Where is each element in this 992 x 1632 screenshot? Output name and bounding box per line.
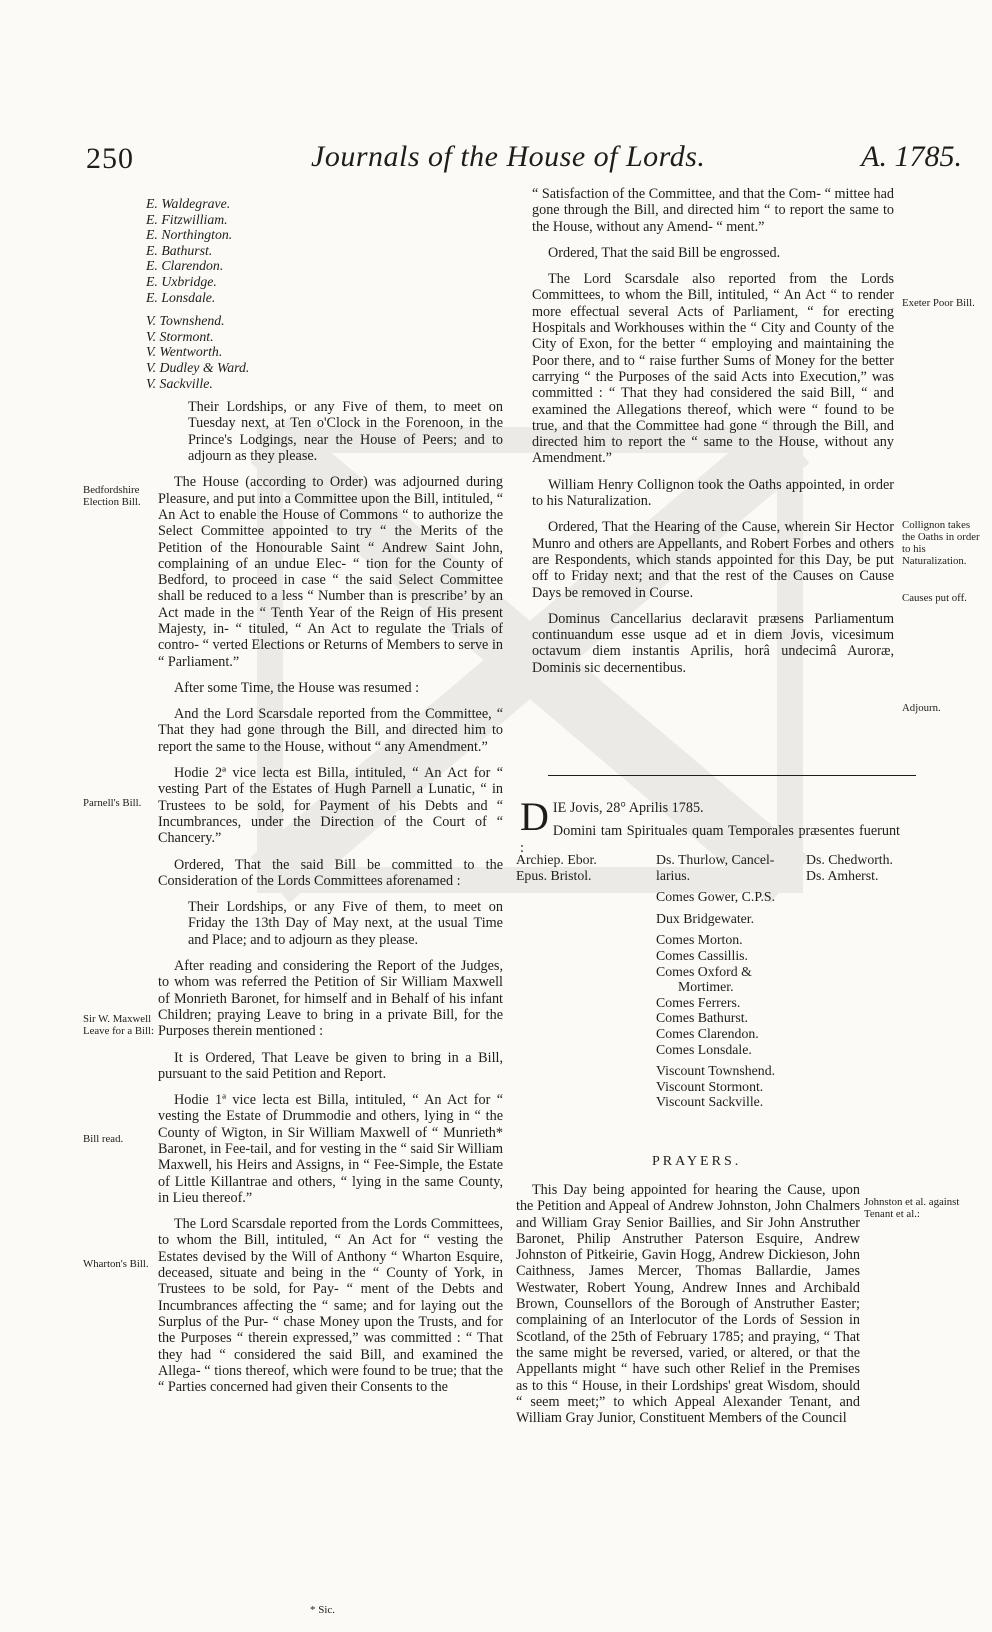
margin-note-maxwell: Sir W. Maxwell Leave for a Bill: — [83, 1013, 155, 1037]
list-item: E. Clarendon. — [146, 258, 224, 274]
prayers-heading: PRAYERS. — [652, 1154, 742, 1169]
temporal-lords — [656, 852, 806, 1110]
list-item: larius. — [656, 867, 691, 883]
margin-note-adjourn: Adjourn. — [902, 702, 941, 714]
johnston-paragraph: This Day being appointed for hearing the Cause, upon the Petition and Appeal of Andrew Johnston, John Chalmers and William Gray Senior Baillies, and Sir John Anstruther Baronet, Philip Anstruther Paterson Esquire, Andrew Johnston of Pitkeirie, Gavin Hogg, Andrew Dickieson, John Caithness, James Mercer, Thomas Ballardie, James Westwater, Robert Young, Andrew Innes and Archibald Brown, Counsellors of the Borough of Anstruther Easter; complaining of an Interlocutor of the Lords of Session in Scotland, of the 25th of February 1785; and praying, “ That the same might be reversed, varied, or altered, or that the Appellants might “ have such other Relief in the Premises as to this “ House, in their Lordships' great Wisdom, should “ seem meet;” to which Appeal Alexander Tenant, and William Gray Junior, Constituent Members of the Council — [516, 1182, 860, 1427]
maxwell-paragraph: After reading and considering the Report of the Judges, to whom was referred the Petition of Sir William Maxwell of Monrieth Baronet, for himself and in Behalf of his infant Children; praying Leave to bring in a private Bill, for the Purposes therein mentioned : — [158, 958, 503, 1040]
continued-paragraph: “ Satisfaction of the Committee, and that the Com- “ mittee had gone through the Bill, and directed him “ to report the same to the House, without any Amend- “ ment.” — [532, 186, 894, 235]
causes-paragraph: Ordered, That the Hearing of the Cause, wherein Sir Hector Munro and others are Appellants, and Robert Forbes and others are Respondents, which stands appointed for this Day, be put off to Friday next; and that the rest of the Causes on Cause Days be removed in Course. — [532, 519, 894, 601]
margin-note-exeter: Exeter Poor Bill. — [902, 297, 975, 309]
list-item: E. Waldegrave. — [146, 196, 231, 211]
list-item: V. Dudley & Ward. — [146, 359, 250, 375]
resumed-paragraph: After some Time, the House was resumed : — [174, 679, 420, 696]
page-year: A. 1785. — [861, 140, 962, 173]
exeter-paragraph: The Lord Scarsdale also reported from the Lords Committees, to whom the Bill, intituled, “ An Act “ to render more effectual several Acts of Parliament, “ for erecting Hospitals and Workhouses within the “ City and County of the City of Exon, for the better “ employing and maintaining the Poor there, and to “ raise further Sums of Money for the better carrying “ the Purposes of the said Acts into Execution,” was committed : “ That they had considered the said Bill, “ and examined the Allegations thereof, which were “ found to be true, and that the Committee had gone “ through the Bill, and directed him to report the “ same to the House, without any Amendment.” — [532, 271, 894, 467]
list-item: V. Wentworth. — [146, 344, 223, 360]
list-item: Viscount Stormont. — [656, 1078, 764, 1094]
section-divider — [548, 775, 916, 776]
day-heading-text: IE Jovis, 28° Aprilis 1785. — [552, 800, 704, 816]
earls-list — [146, 196, 503, 305]
list-item: V. Sackville. — [146, 375, 213, 391]
list-item: Epus. Bristol. — [516, 867, 592, 883]
list-item: Comes Ferrers. — [656, 994, 741, 1010]
list-item: Ds. Chedworth. — [806, 852, 893, 867]
list-item: Comes Oxford & — [656, 963, 752, 979]
margin-note-bill-read: Bill read. — [83, 1133, 124, 1145]
list-item: Viscount Townshend. — [656, 1063, 776, 1079]
page-header — [86, 138, 970, 182]
list-item: Viscount Sackville. — [656, 1094, 764, 1110]
list-item: Mortimer. — [678, 979, 734, 995]
wharton-paragraph: The Lord Scarsdale reported from the Lords Committees, to whom the Bill, intituled, “ An Act for “ vesting the Estates devised by the Will of Anthony “ Wharton Esquire, deceased, situate and being in the “ County of York, in Trustees to be sold, for Pay- “ ment of the Debts and Incumbrances affecting the “ same; and for laying out the Surplus of the Pur- “ chase Money upon the Trusts, and for the Purposes “ therein expressed,” was committed : “ That they had “ considered the said Bill, and examined the Allega- “ tions thereof, which were found to be true; that the “ Parties concerned had given their Consents to the — [158, 1216, 503, 1396]
scarsdale-report: And the Lord Scarsdale reported from the Committee, “ That they had gone through the Bill, and directed him to report the same to the House, without “ any Amendment.” — [158, 706, 503, 755]
present-text: Domini tam Spirituales quam Temporales præsentes fuerunt : — [520, 823, 900, 856]
spiritual-lords — [516, 852, 646, 883]
page-number: 250 — [86, 142, 134, 175]
list-item: E. Uxbridge. — [146, 273, 217, 289]
footnote: * Sic. — [310, 1604, 336, 1616]
margin-note-collignon: Collignon takes the Oaths in order to his Naturalization. — [902, 519, 980, 567]
bill-read-paragraph: Hodie 1ª vice lecta est Billa, intituled, “ An Act for “ vesting the Estate of Drummodie and others, lying in “ the County of Wigton, in Sir William Maxwell of “ Munrieth* Baronet, in Fee-tail, and for vesting in the “ said Sir William Maxwell, his Heirs and Assigns, in “ Fee-Simple, the Estate of Little Killantrae and others, “ lying in the same County, in Lieu thereof.” — [158, 1092, 503, 1206]
list-item: Comes Bathurst. — [656, 1010, 748, 1026]
margin-note-wharton: Wharton's Bill. — [83, 1258, 149, 1270]
list-item: Comes Morton. — [656, 932, 743, 948]
margin-note-causes: Causes put off. — [902, 592, 967, 604]
list-item: Ds. Thurlow, Cancel- — [656, 852, 775, 867]
adjourn-paragraph: Dominus Cancellarius declaravit præsens Parliamentum continuandum esse usque ad et in diem Jovis, vicesimum octavum diem instantis Aprilis, horâ undecimâ Auroræ, Dominis sic decernentibus. — [532, 610, 894, 676]
collignon-paragraph: William Henry Collignon took the Oaths appointed, in order to his Naturalization. — [532, 476, 894, 510]
parnell-ordered: Ordered, That the said Bill be committed to the Consideration of the Lords Committees aforenamed : — [158, 856, 503, 889]
johnston-block — [516, 1182, 860, 1436]
list-item: E. Lonsdale. — [146, 289, 216, 305]
margin-note-johnston: Johnston et al. against Tenant et al.: — [864, 1196, 960, 1220]
list-item: Comes Cassillis. — [656, 947, 748, 963]
list-item: E. Bathurst. — [146, 242, 213, 258]
meet-paragraph: Their Lordships, or any Five of them, to meet on Tuesday next, at Ten o'Clock in the Forenoon, in the Prince's Lodgings, near the House of Peers; and to adjourn as they please. — [188, 399, 503, 465]
drop-cap-letter: D — [520, 794, 549, 839]
list-item: E. Fitzwilliam. — [146, 211, 228, 227]
list-item: V. Townshend. — [146, 313, 225, 329]
list-item: Comes Lonsdale. — [656, 1041, 752, 1057]
margin-note-parnell: Parnell's Bill. — [83, 797, 142, 809]
list-item: V. Stormont. — [146, 328, 214, 344]
engrossed-paragraph: Ordered, That the said Bill be engrossed. — [548, 244, 781, 261]
margin-note-bedford: Bedfordshire Election Bill. — [83, 484, 141, 508]
list-item: Comes Clarendon. — [656, 1025, 759, 1041]
viscounts-list — [146, 313, 503, 391]
list-item: Ds. Amherst. — [806, 867, 879, 883]
parnell-meet: Their Lordships, or any Five of them, to meet on Friday the 13th Day of May next, at the usual Time and Place; and to adjourn as they please. — [188, 899, 503, 948]
temporal-lords-right — [806, 852, 916, 883]
parnell-paragraph: Hodie 2ª vice lecta est Billa, intituled, “ An Act for “ vesting Part of the Estates of Hugh Parnell a Lunatic, “ in Trustees to be sold, for Payment of his Debts and “ Incumbrances, under the Direction of the Court of “ Chancery.” — [158, 765, 503, 847]
left-column — [146, 196, 503, 1405]
day-heading — [520, 794, 900, 857]
page-title: Journals of the House of Lords. — [311, 140, 706, 173]
bedford-paragraph: The House (according to Order) was adjourned during Pleasure, and put into a Committee upon the Bill, intituled, “ An Act to enable the House of Commons “ to authorize the Select Committee appointed to try “ the Merits of the Petition of the Honourable Saint “ Andrew Saint John, complaining of an undue Elec- “ tion for the County of Bedford, to proceed in case “ the said Select Committee shall be reduced to a less “ Number than is prescribe’ by an Act made in the “ Tenth Year of the Reign of His present Majesty, in- “ tituled, “ An Act to regulate the Trials of contro- “ verted Elections or Returns of Members to serve in “ Parliament.” — [158, 474, 503, 670]
list-item: Comes Gower, C.P.S. — [656, 889, 776, 905]
right-column — [532, 186, 894, 686]
list-item: Archiep. Ebor. — [516, 852, 597, 867]
list-item: E. Northington. — [146, 227, 233, 243]
list-item: Dux Bridgewater. — [656, 910, 755, 926]
maxwell-ordered: It is Ordered, That Leave be given to bring in a Bill, pursuant to the said Petition and Report. — [158, 1049, 503, 1082]
